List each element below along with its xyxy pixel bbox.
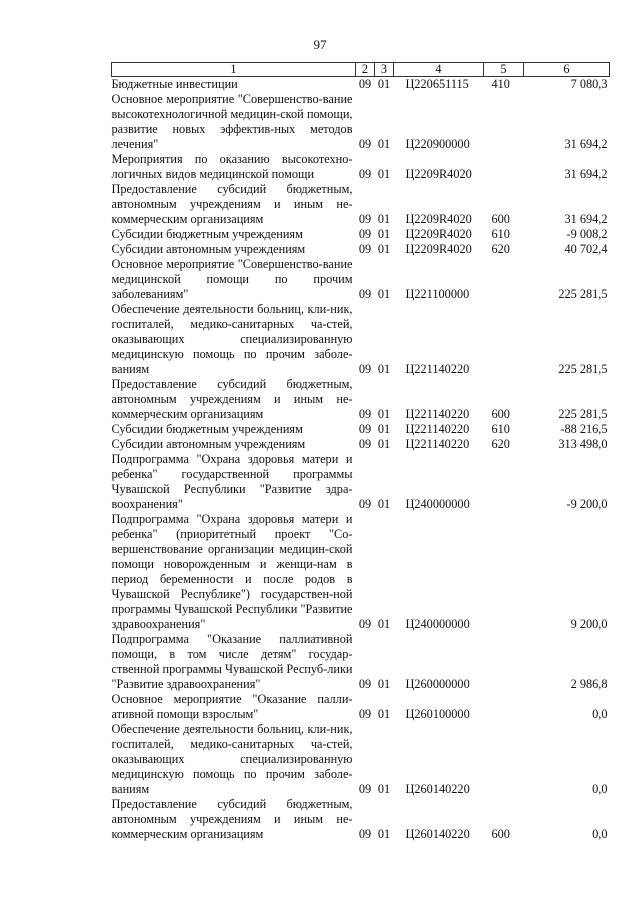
row-subsection: 01	[377, 137, 391, 151]
row-section: 09	[358, 362, 372, 376]
header-cell-1: 1	[112, 63, 356, 77]
row-section: 09	[358, 137, 372, 151]
row-expense-type: 610	[491, 227, 510, 241]
row-target-code: Ц2209R4020	[405, 212, 472, 226]
row-expense-type	[484, 632, 524, 692]
row-expense-type	[484, 692, 524, 722]
page-number: 97	[313, 37, 327, 52]
row-amount: -88 216,5	[560, 422, 608, 436]
row-amount: 0,0	[592, 782, 608, 796]
row-subsection: 01	[377, 827, 391, 841]
row-expense-type: 610	[491, 422, 510, 436]
row-target-code: Ц221140220	[405, 422, 470, 436]
header-cell-6: 6	[524, 63, 610, 77]
row-amount: 225 281,5	[558, 287, 608, 301]
row-target-code: Ц240000000	[405, 617, 470, 631]
row-section: 09	[358, 782, 372, 796]
row-target-code: Ц260100000	[405, 707, 470, 721]
row-target-code: Ц260140220	[405, 827, 470, 841]
row-subsection: 01	[377, 782, 391, 796]
table-row	[112, 257, 610, 302]
row-subsection: 01	[377, 212, 391, 226]
table-row	[112, 422, 610, 437]
row-target-code: Ц221140220	[405, 407, 470, 421]
row-name: Субсидии автономным учреждениям	[111, 242, 306, 256]
row-target-code: Ц2209R4020	[405, 227, 472, 241]
row-expense-type: 600	[491, 827, 510, 841]
row-section: 09	[358, 422, 372, 436]
row-section: 09	[358, 167, 372, 181]
row-name: Предоставление субсидий бюджетным, автономным учреждениям и иным не-коммерческим организациям	[111, 377, 353, 421]
row-name: Основное мероприятие "Совершенство-вание медицинской помощи по прочим заболеваниям"	[111, 257, 353, 301]
row-expense-type	[484, 92, 524, 152]
row-name: Бюджетные инвестиции	[111, 77, 238, 91]
row-target-code: Ц260000000	[405, 677, 470, 691]
row-section: 09	[358, 497, 372, 511]
row-expense-type	[484, 302, 524, 377]
header-cell-2: 2	[356, 63, 375, 77]
row-subsection: 01	[377, 437, 391, 451]
row-subsection: 01	[377, 362, 391, 376]
row-section: 09	[358, 212, 372, 226]
row-expense-type: 410	[491, 77, 510, 91]
table-row	[112, 227, 610, 242]
table-row	[112, 722, 610, 797]
row-expense-type: 600	[491, 407, 510, 421]
header-cell-3: 3	[375, 63, 394, 77]
row-target-code: Ц220651115	[405, 77, 469, 91]
row-target-code: Ц2209R4020	[405, 167, 472, 181]
row-section: 09	[358, 407, 372, 421]
row-amount: 31 694,2	[564, 212, 608, 226]
row-section: 09	[358, 677, 372, 691]
row-subsection: 01	[377, 497, 391, 511]
row-amount: 31 694,2	[564, 167, 608, 181]
row-target-code: Ц221140220	[405, 437, 470, 451]
row-section: 09	[358, 437, 372, 451]
row-amount: 225 281,5	[558, 407, 608, 421]
row-name: Субсидии бюджетным учреждениям	[111, 227, 303, 241]
row-amount: 2 986,8	[570, 677, 608, 691]
row-name: Субсидии автономным учреждениям	[111, 437, 306, 451]
row-name: Обеспечение деятельности больниц, кли-ник, госпиталей, медико-санитарных ча-стей, оказывающих специализированную медицинскую помощь по прочим заболе-ваниям	[111, 302, 353, 376]
row-name: Обеспечение деятельности больниц, кли-ник, госпиталей, медико-санитарных ча-стей, оказывающих специализированную медицинскую помощь по прочим заболе-ваниям	[111, 722, 353, 796]
row-name: Предоставление субсидий бюджетным, автономным учреждениям и иным не-коммерческим организациям	[111, 182, 353, 226]
table-row	[112, 797, 610, 842]
table-row	[112, 242, 610, 257]
row-name: Подпрограмма "Оказание паллиативной помощи, в том числе детям" государ-ственной программы Чувашской Респуб-лики "Развитие здравоохранения"	[111, 632, 353, 691]
row-subsection: 01	[377, 242, 391, 256]
row-amount: 225 281,5	[558, 362, 608, 376]
table-row	[112, 302, 610, 377]
row-section: 09	[358, 617, 372, 631]
row-subsection: 01	[377, 407, 391, 421]
row-name: Субсидии бюджетным учреждениям	[111, 422, 303, 436]
row-subsection: 01	[377, 287, 391, 301]
row-expense-type: 620	[491, 242, 510, 256]
table-row	[112, 92, 610, 152]
row-section: 09	[358, 242, 372, 256]
row-subsection: 01	[377, 707, 391, 721]
row-expense-type	[484, 257, 524, 302]
table-row	[112, 437, 610, 452]
row-amount: 0,0	[592, 827, 608, 841]
table-row	[112, 152, 610, 182]
row-expense-type: 600	[491, 212, 510, 226]
row-name: Подпрограмма "Охрана здоровья матери и ребенка" государственной программы Чувашской Республики "Развитие здра-воохранения"	[111, 452, 353, 511]
row-expense-type	[484, 452, 524, 512]
row-target-code: Ц260140220	[405, 782, 470, 796]
row-expense-type: 620	[491, 437, 510, 451]
row-subsection: 01	[377, 677, 391, 691]
row-subsection: 01	[377, 77, 391, 91]
row-name: Предоставление субсидий бюджетным, автономным учреждениям и иным не-коммерческим организациям	[111, 797, 353, 841]
table-row	[112, 377, 610, 422]
row-target-code: Ц240000000	[405, 497, 470, 511]
row-expense-type	[484, 152, 524, 182]
row-expense-type	[484, 722, 524, 797]
table-row	[112, 452, 610, 512]
budget-table	[111, 62, 610, 842]
table-row	[112, 77, 610, 93]
row-section: 09	[358, 287, 372, 301]
row-subsection: 01	[377, 227, 391, 241]
table-body	[112, 77, 610, 843]
row-expense-type	[484, 512, 524, 632]
row-amount: 313 498,0	[558, 437, 608, 451]
row-amount: 7 080,3	[570, 77, 608, 91]
row-section: 09	[358, 77, 372, 91]
row-subsection: 01	[377, 167, 391, 181]
row-target-code: Ц2209R4020	[405, 242, 472, 256]
row-name: Основное мероприятие "Совершенство-вание высокотехнологичной медицин-ской помощи, развитие новых эффектив-ных методов лечения"	[111, 92, 353, 151]
row-name: Основное мероприятие "Оказание палли-ативной помощи взрослым"	[111, 692, 353, 721]
row-amount: 31 694,2	[564, 137, 608, 151]
row-section: 09	[358, 827, 372, 841]
row-amount: -9 200,0	[566, 497, 608, 511]
row-amount: 9 200,0	[570, 617, 608, 631]
table-row	[112, 692, 610, 722]
row-target-code: Ц221140220	[405, 362, 470, 376]
row-amount: -9 008,2	[566, 227, 608, 241]
row-section: 09	[358, 707, 372, 721]
row-subsection: 01	[377, 617, 391, 631]
table-row	[112, 512, 610, 632]
header-cell-4: 4	[394, 63, 484, 77]
row-subsection: 01	[377, 422, 391, 436]
header-cell-5: 5	[484, 63, 524, 77]
row-name: Мероприятия по оказанию высокотехно-логичных видов медицинской помощи	[111, 152, 353, 181]
table-row	[112, 632, 610, 692]
table-header-row	[112, 63, 610, 77]
row-amount: 40 702,4	[564, 242, 608, 256]
row-section: 09	[358, 227, 372, 241]
row-target-code: Ц220900000	[405, 137, 470, 151]
table-row	[112, 182, 610, 227]
row-name: Подпрограмма "Охрана здоровья матери и ребенка" (приоритетный проект "Со-вершенствование организации медицин-ской помощи новорожденным и женщи-нам в период беременности и после родов в Чувашской Республике") государствен-ной программы Чувашской Республики "Развитие здравоохранения"	[111, 512, 353, 631]
row-target-code: Ц221100000	[405, 287, 470, 301]
row-amount: 0,0	[592, 707, 608, 721]
